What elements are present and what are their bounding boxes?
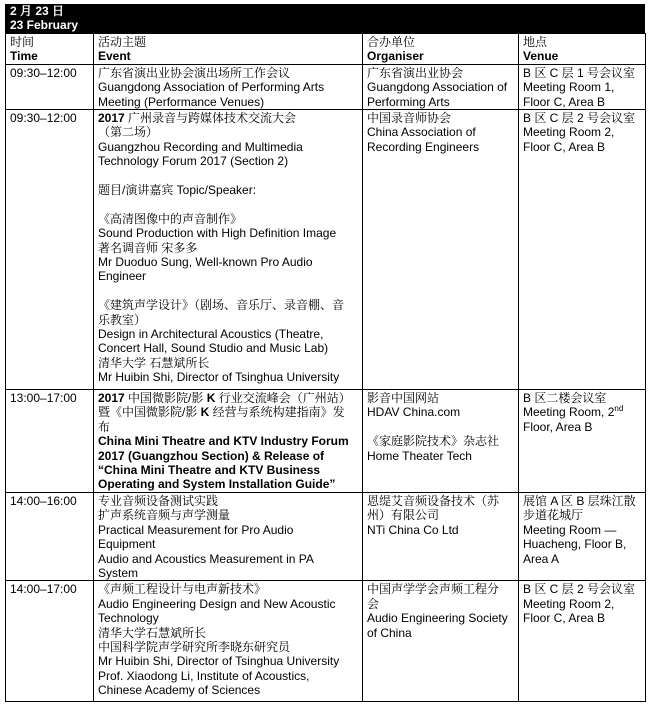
organiser-line: China Association of: [367, 125, 476, 140]
column-header-en: Event: [98, 49, 131, 64]
organiser-line: 中国录音师协会: [367, 111, 452, 126]
event-line: Engineer: [98, 269, 147, 284]
bold-text: 2017: [98, 391, 125, 406]
superscript-text: nd: [614, 404, 624, 414]
organiser-line: 广东省演出业协会: [367, 65, 464, 80]
time-cell: [6, 492, 94, 580]
event-line: [98, 391, 359, 405]
event-cell: [94, 492, 363, 580]
bold-text: China Mini Theatre and KTV Industry Forum: [98, 434, 349, 449]
organiser-line: 州）有限公司: [367, 508, 440, 523]
event-paragraph: [98, 298, 359, 384]
venue-line: Floor, Area B: [523, 419, 593, 434]
schedule-rows: [6, 64, 646, 702]
organiser-cell: [363, 64, 519, 109]
time-text: 09:30–12:00: [10, 111, 77, 126]
text-segment: 中国微影院/影: [124, 391, 207, 406]
organiser-line: NTi China Co Ltd: [367, 522, 459, 537]
event-cell: [94, 110, 363, 390]
schedule-row: [6, 581, 646, 702]
event-line: Chinese Academy of Sciences: [98, 683, 261, 698]
event-paragraph: [98, 66, 359, 109]
text-segment: Meeting Room, 2: [523, 405, 615, 420]
venue-line: Meeting Room 2,: [523, 596, 615, 611]
schedule-table: [5, 33, 646, 702]
organiser-line: Recording Engineers: [367, 139, 480, 154]
venue-cell: [519, 492, 646, 580]
date-zh: 2 月 23 日: [10, 4, 65, 18]
organiser-cell: [363, 492, 519, 580]
venue-line: Floor C, Area B: [523, 94, 606, 109]
venue-line: Meeting Room 2,: [523, 125, 615, 140]
event-line: 扩声系统音频与声学测量: [98, 508, 231, 523]
event-line: 专业音频设备测试实践: [98, 493, 219, 508]
column-header-time: [6, 34, 94, 65]
organiser-line: Audio Engineering Society: [367, 611, 508, 626]
organiser-cell: [363, 110, 519, 390]
bold-text: 2017 (Guangzhou Section) & Release of: [98, 448, 325, 463]
column-header-row: [6, 34, 646, 65]
column-header-organiser: [363, 34, 519, 65]
organiser-line: 中国声学学会声频工程分: [367, 582, 500, 597]
event-line: 《高清图像中的声音制作》: [98, 211, 243, 226]
venue-paragraph: [523, 494, 642, 566]
venue-cell: [519, 110, 646, 390]
organiser-line: 恩缇艾音频设备技术（苏: [367, 493, 500, 508]
event-line: 《声频工程设计与电声新技术》: [98, 582, 267, 597]
venue-cell: [519, 390, 646, 493]
event-line: 著名调音师 宋多多: [98, 240, 198, 255]
event-line: [98, 477, 359, 491]
event-line: 清华大学 石慧斌所长: [98, 355, 210, 370]
venue-line: Huacheng, Floor B,: [523, 537, 627, 552]
venue-line: B 区 C 层 1 号会议室: [523, 65, 636, 80]
column-header-zh: 地点: [523, 35, 548, 49]
event-line: 乐教室）: [98, 312, 147, 327]
event-line: Sound Production with High Definition Image: [98, 226, 337, 241]
venue-line: 展馆 A 区 B 层珠江散: [523, 493, 636, 508]
event-line: Audio and Acoustics Measurement in PA: [98, 551, 314, 566]
column-header-venue: [519, 34, 646, 65]
event-line: 布: [98, 419, 111, 434]
event-line: 清华大学石慧斌所长: [98, 625, 207, 640]
text-segment: 经营与系统构建指南》发: [209, 405, 345, 420]
event-paragraph: [98, 212, 359, 284]
schedule-page: [5, 4, 645, 702]
venue-line: B 区 C 层 2 号会议室: [523, 582, 636, 597]
date-banner: [5, 4, 645, 33]
event-line: [98, 111, 359, 125]
venue-line: Meeting Room —: [523, 522, 617, 537]
organiser-cell: [363, 581, 519, 702]
event-paragraph: [98, 183, 359, 197]
event-line: Practical Measurement for Pro Audio: [98, 522, 294, 537]
event-line: [98, 405, 359, 419]
event-paragraph: [98, 111, 359, 169]
event-paragraph: [98, 494, 359, 580]
event-line: Technology: [98, 611, 159, 626]
organiser-line: 《家庭影院技术》杂志社: [367, 434, 500, 449]
organiser-paragraph: [367, 582, 515, 640]
venue-line: [523, 405, 642, 419]
column-header-en: Time: [10, 49, 38, 64]
bold-text: “China Mini Theatre and KTV Business: [98, 463, 321, 478]
venue-line: Floor C, Area B: [523, 611, 606, 626]
event-line: Mr Duoduo Sung, Well-known Pro Audio: [98, 255, 313, 270]
organiser-paragraph: [367, 494, 515, 537]
venue-cell: [519, 581, 646, 702]
schedule-row: [6, 64, 646, 109]
schedule-row: [6, 110, 646, 390]
event-line: Prof. Xiaodong Li, Institute of Acoustics,: [98, 668, 310, 683]
event-line: 广东省演出业协会演出场所工作会议: [98, 65, 291, 80]
event-line: Audio Engineering Design and New Acoustic: [98, 596, 336, 611]
organiser-cell: [363, 390, 519, 493]
event-line: Guangdong Association of Performing Arts: [98, 80, 325, 95]
organiser-paragraph: [367, 434, 515, 463]
organiser-paragraph: [367, 391, 515, 420]
time-cell: [6, 581, 94, 702]
event-line: 题目/演讲嘉宾 Topic/Speaker:: [98, 183, 257, 198]
date-en: 23 February: [10, 17, 79, 32]
organiser-line: Performing Arts: [367, 94, 450, 109]
event-line: [98, 449, 359, 463]
event-cell: [94, 581, 363, 702]
event-line: （第二场）: [98, 125, 159, 140]
event-line: Mr Huibin Shi, Director of Tsinghua University: [98, 654, 340, 669]
schedule-row: [6, 390, 646, 493]
time-text: 13:00–17:00: [10, 391, 77, 406]
column-header-zh: 合办单位: [367, 35, 416, 49]
time-text: 14:00–17:00: [10, 582, 77, 597]
event-line: Design in Architectural Acoustics (Theatre,: [98, 327, 324, 342]
venue-line: B 区 C 层 2 号会议室: [523, 111, 636, 126]
event-line: [98, 434, 359, 448]
venue-line: 步道花城厅: [523, 508, 584, 523]
column-header-en: Venue: [523, 49, 559, 64]
organiser-line: 影音中国网站: [367, 391, 440, 406]
time-text: 14:00–16:00: [10, 493, 77, 508]
bold-text: K: [206, 391, 216, 406]
event-line: Concert Hall, Sound Studio and Music Lab): [98, 341, 329, 356]
column-header-zh: 活动主题: [98, 35, 147, 49]
venue-line: Area A: [523, 551, 560, 566]
venue-line: Floor C, Area B: [523, 139, 606, 154]
bold-text: 2017: [98, 111, 125, 126]
venue-line: B 区二楼会议室: [523, 391, 607, 406]
time-cell: [6, 390, 94, 493]
event-cell: [94, 64, 363, 109]
column-header-zh: 时间: [10, 35, 35, 49]
event-line: Equipment: [98, 537, 156, 552]
time-cell: [6, 110, 94, 390]
event-line: Technology Forum 2017 (Section 2): [98, 154, 289, 169]
event-line: [98, 463, 359, 477]
time-text: 09:30–12:00: [10, 65, 77, 80]
bold-text: Operating and System Installation Guide”: [98, 477, 336, 492]
text-segment: 广州录音与跨媒体技术交流大会: [124, 111, 297, 126]
event-line: 中国科学院声学研究所李晓东研究员: [98, 639, 291, 654]
organiser-line: of China: [367, 625, 412, 640]
venue-cell: [519, 64, 646, 109]
organiser-line: HDAV China.com: [367, 405, 461, 420]
venue-paragraph: [523, 391, 642, 434]
event-line: Guangzhou Recording and Multimedia: [98, 139, 303, 154]
event-line: System: [98, 565, 139, 580]
organiser-paragraph: [367, 66, 515, 109]
event-paragraph: [98, 391, 359, 492]
text-segment: 行业交流峰会（广州站）: [215, 391, 351, 406]
text-segment: 暨《中国微影院/影: [98, 405, 201, 420]
event-line: 《建筑声学设计》（剧场、音乐厅、录音棚、音: [98, 298, 345, 313]
venue-paragraph: [523, 582, 642, 625]
venue-paragraph: [523, 66, 642, 109]
event-line: Meeting (Performance Venues): [98, 94, 265, 109]
column-header-en: Organiser: [367, 49, 424, 64]
column-header-event: [94, 34, 363, 65]
event-paragraph: [98, 582, 359, 697]
event-cell: [94, 390, 363, 493]
bold-text: K: [200, 405, 210, 420]
venue-line: Meeting Room 1,: [523, 80, 615, 95]
organiser-line: 会: [367, 596, 380, 611]
organiser-line: Guangdong Association of: [367, 80, 508, 95]
event-line: Mr Huibin Shi, Director of Tsinghua University: [98, 370, 340, 385]
organiser-line: Home Theater Tech: [367, 448, 472, 463]
schedule-row: [6, 492, 646, 580]
organiser-paragraph: [367, 111, 515, 154]
venue-paragraph: [523, 111, 642, 154]
time-cell: [6, 64, 94, 109]
